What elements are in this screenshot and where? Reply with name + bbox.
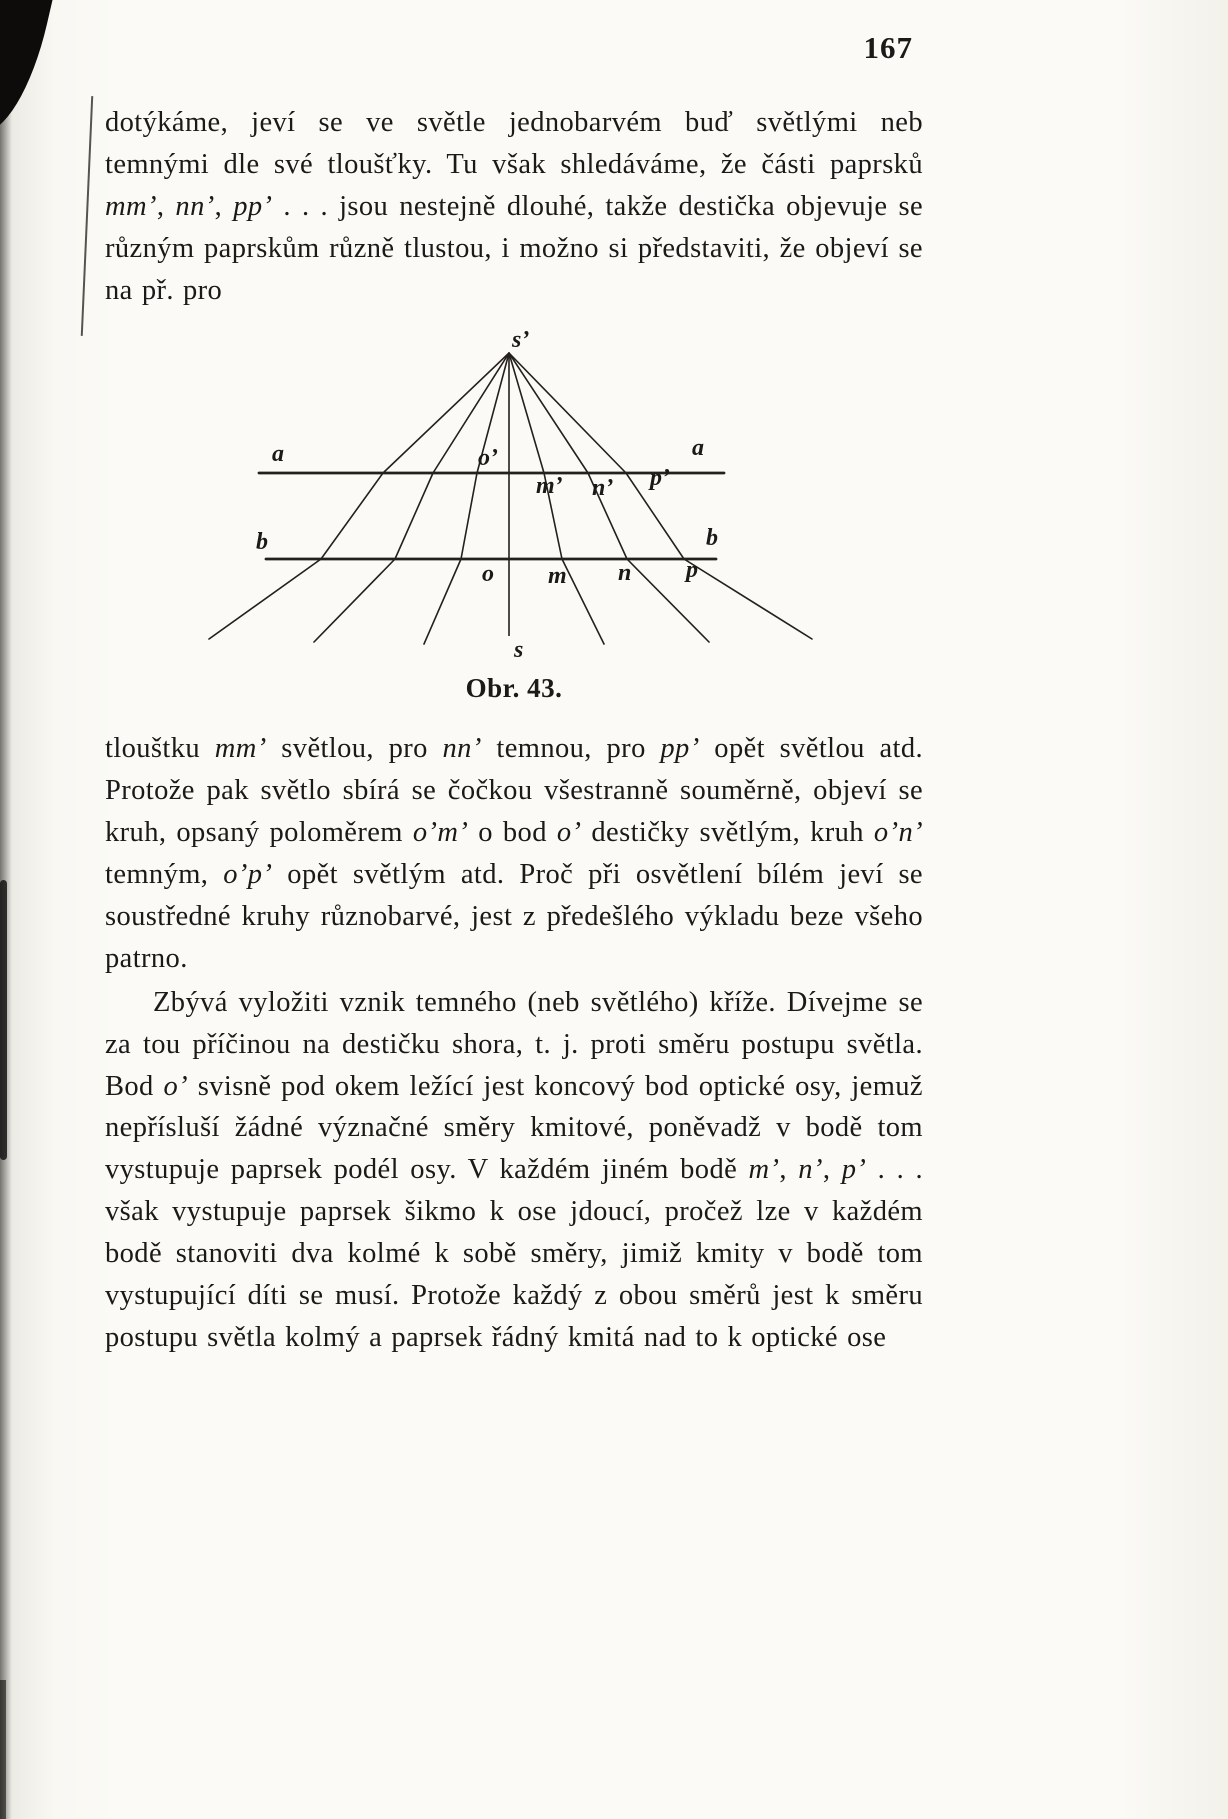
- math-symbol: o’: [556, 817, 582, 849]
- text-run: ,: [779, 1154, 799, 1186]
- label-n-prime: n’: [592, 475, 614, 502]
- text-run: destičky světlým, kruh: [581, 817, 874, 849]
- text-run: svisně pod okem ležící jest koncový bod optické osy, jemuž nepřísluší žádné význačné směry kmitové, poněvadž v bodě tom vystupuje paprsek podél osy. V každém jiném bodě: [105, 1070, 923, 1186]
- math-symbol: o’p’: [223, 859, 273, 891]
- text-run: ,: [156, 190, 176, 222]
- label-m-prime: m’: [536, 473, 563, 500]
- text-run: opět světlou atd. Protože pak světlo sbírá se čočkou všestranně souměrně, objeví se kruh, opsaný poloměrem: [105, 733, 924, 849]
- figure-caption: Obr. 43.: [465, 673, 563, 704]
- math-symbol: nn’: [442, 733, 482, 765]
- label-o-prime: o’: [478, 445, 498, 472]
- label-p-prime: p’: [650, 465, 670, 492]
- scan-edge-mark-bottom: [0, 1680, 6, 1819]
- math-symbol: n’: [798, 1154, 823, 1186]
- text-column: [105, 0, 923, 1359]
- text-run: opět světlým atd. Proč při osvětlení bílém jeví se soustředné kruhy různobarvé, jest z předešlého výkladu beze všeho patrno.: [105, 859, 923, 974]
- math-symbol: mm’: [214, 733, 267, 765]
- label-p: p: [686, 557, 698, 584]
- text-run: . . . jsou nestejně dlouhé, takže destička objevuje se různým paprskům různě tlustou, i možno si představiti, že objeví se na př. pro: [105, 190, 924, 306]
- label-s-prime: s’: [512, 331, 530, 354]
- paragraph: [105, 728, 923, 979]
- math-symbol: o’: [163, 1070, 189, 1102]
- page-crease-line: [81, 96, 93, 336]
- text-run: světlou, pro: [266, 733, 443, 765]
- label-n: n: [618, 560, 632, 587]
- text-run: ,: [214, 190, 234, 222]
- figure-diagram: [105, 331, 923, 704]
- label-a-left: a: [272, 441, 284, 468]
- math-symbol: mm’: [105, 190, 157, 222]
- label-a-right: a: [692, 435, 704, 462]
- text-run: Zbývá vyložiti vznik temného (neb světlého) kříže. Dívejme se za tou příčinou na destičku shora, t. j. proti směru postupu světla. Bod: [105, 986, 923, 1102]
- text-run: tlouštku: [105, 733, 215, 765]
- math-symbol: o’n’: [873, 817, 924, 849]
- light-ray: [314, 353, 509, 642]
- label-s: s: [514, 637, 524, 664]
- page-number: 167: [863, 30, 913, 65]
- label-b-left: b: [256, 529, 268, 556]
- math-symbol: nn’: [175, 190, 215, 222]
- math-symbol: m’: [748, 1154, 780, 1186]
- light-ray: [424, 353, 509, 644]
- paragraph: [105, 982, 923, 1359]
- math-symbol: pp’: [660, 733, 700, 765]
- scan-edge-mark: [0, 880, 7, 1160]
- text-run: dotýkáme, jeví se ve světle jednobarvém buď světlými neb temnými dle své tloušťky. Tu však shledáváme, že části paprsků: [105, 107, 923, 180]
- optics-ray-diagram: [184, 331, 844, 666]
- text-run: temným,: [105, 859, 224, 891]
- label-b-right: b: [706, 525, 718, 552]
- label-o: o: [482, 561, 494, 588]
- math-symbol: pp’: [233, 190, 273, 222]
- paragraph: [105, 102, 923, 311]
- label-m: m: [548, 563, 567, 590]
- math-symbol: p’: [841, 1154, 867, 1186]
- text-run: temnou, pro: [481, 733, 661, 765]
- text-run: . . . však vystupuje paprsek šikmo k ose jdoucí, pročež lze v každém bodě stanoviti dva kolmé k sobě směry, jimiž kmity v bodě tom vystupující díti se musí. Protože každý z obou směrů jest k směru postupu světla kolmý a paprsek řádný kmitá nad to k optické ose: [105, 1154, 923, 1353]
- text-run: ,: [822, 1154, 842, 1186]
- text-run: o bod: [468, 817, 557, 849]
- math-symbol: o’m’: [412, 817, 469, 849]
